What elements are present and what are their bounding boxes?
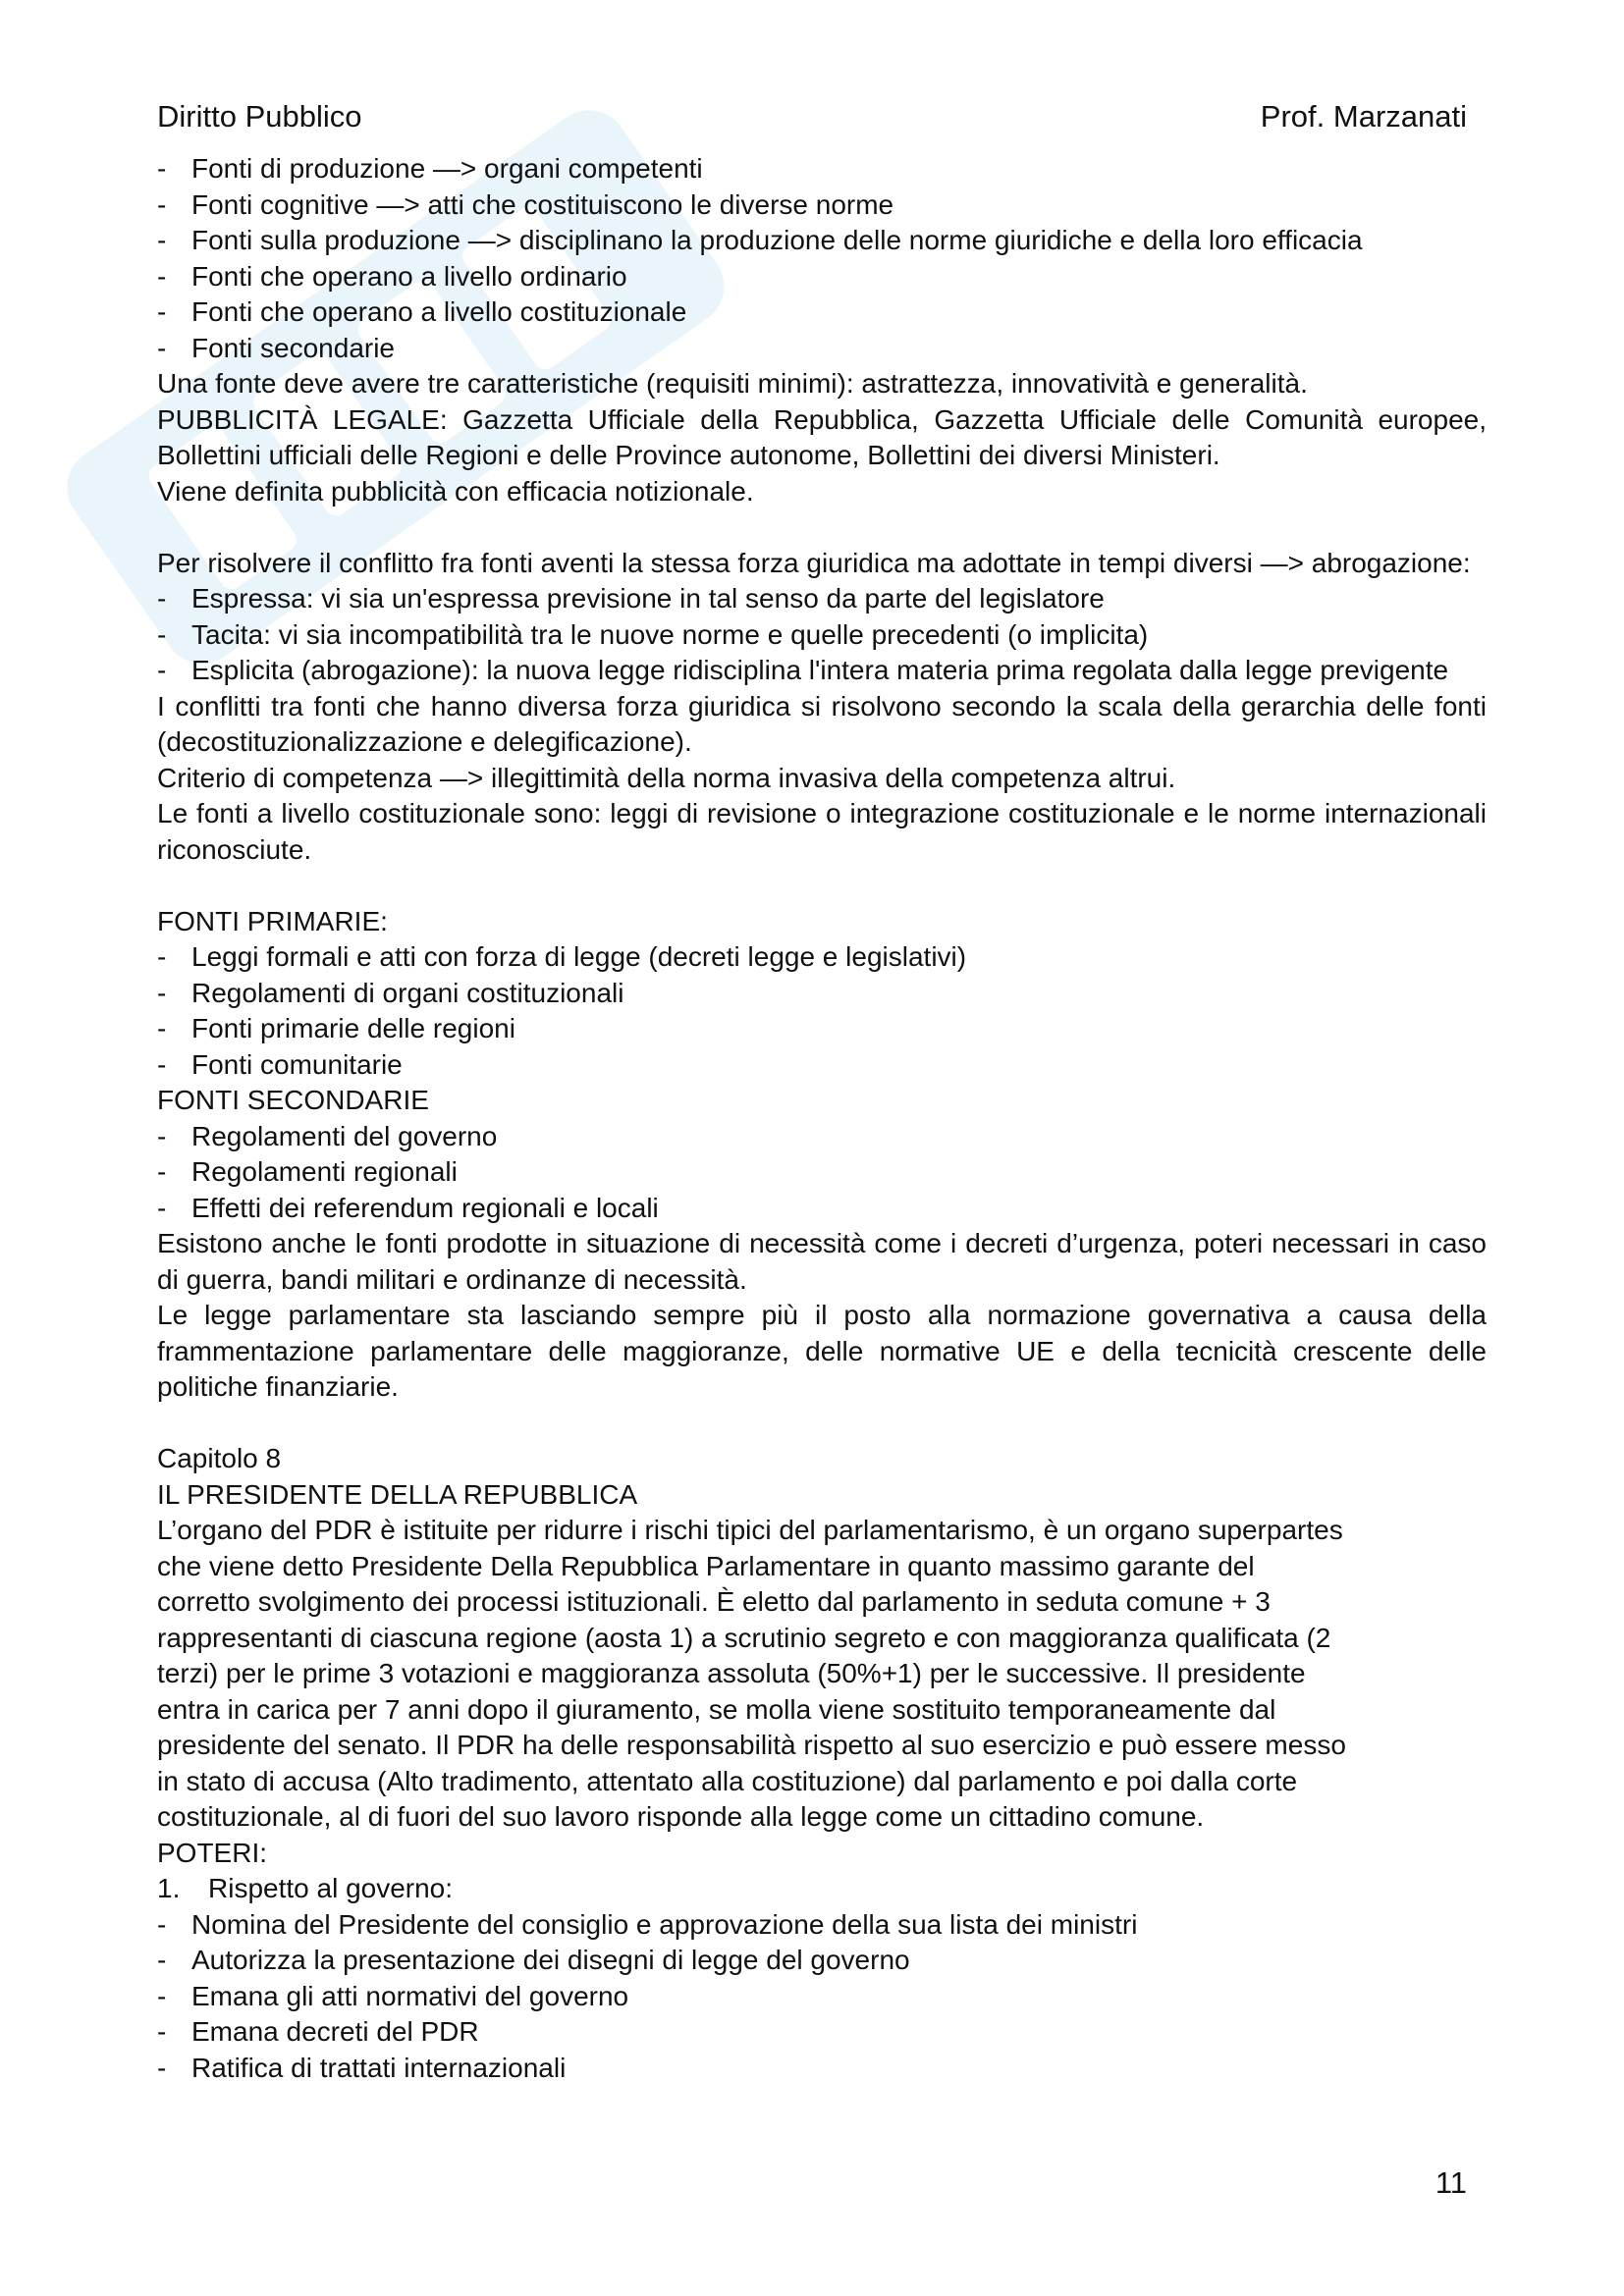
list-item: - Emana decreti del PDR <box>157 2014 1487 2051</box>
list-item: - Emana gli atti normativi del governo <box>157 1979 1487 2015</box>
list-item: - Ratifica di trattati internazionali <box>157 2051 1487 2087</box>
list-item: - Regolamenti del governo <box>157 1119 1487 1155</box>
list-item: - Leggi formali e atti con forza di legge (decreti legge e legislativi) <box>157 939 1487 976</box>
item-text: Rispetto al governo: <box>208 1873 454 1903</box>
paragraph-presidente <box>157 1513 1487 1836</box>
list-item: - Fonti che operano a livello costituzionale <box>157 294 1487 331</box>
text-line: rappresentanti di ciascuna regione (aosta 1) a scrutinio segreto e con maggioranza qualificata (2 <box>157 1622 1331 1653</box>
paragraph-costituzionale: Le fonti a livello costituzionale sono: leggi di revisione o integrazione costituzionale e le norme internazionali riconosciute. <box>157 798 1487 865</box>
text-line: presidente del senato. Il PDR ha delle responsabilità rispetto al suo esercizio e può essere messo <box>157 1730 1346 1760</box>
list-item: - Nomina del Presidente del consiglio e approvazione della sua lista dei ministri <box>157 1907 1487 1944</box>
paragraph-conflitto: Per risolvere il conflitto fra fonti aventi la stessa forza giuridica ma adottate in tempi diversi —> abrogazione: <box>157 547 1471 578</box>
text-line: corretto svolgimento dei processi istituzionali. È eletto dal parlamento in seduta comune + 3 <box>157 1586 1271 1617</box>
paragraph-notizionale: Viene definita pubblicità con efficacia notizionale. <box>157 475 754 507</box>
list-item: - Fonti che operano a livello ordinario <box>157 259 1487 295</box>
fonti-primarie-list <box>157 939 1487 1083</box>
chapter-label: Capitolo 8 <box>157 1443 282 1473</box>
page-number: 11 <box>1435 2165 1467 2200</box>
heading-fonti-primarie: FONTI PRIMARIE: <box>157 905 388 936</box>
paragraph-competenza: Criterio di competenza —> illegittimità della norma invasiva della competenza altrui. <box>157 762 1176 793</box>
text-line: costituzionale, al di fuori del suo lavoro risponde alla legge come un cittadino comune. <box>157 1801 1205 1832</box>
text-line: in stato di accusa (Alto tradimento, attentato alla costituzione) dal parlamento e poi dalla corte <box>157 1765 1298 1796</box>
heading-poteri: POTERI: <box>157 1837 268 1868</box>
page-header <box>157 96 1467 137</box>
text-line: L’organo del PDR è istituite per ridurre i rischi tipici del parlamentarismo, è un organo superpartes <box>157 1515 1343 1545</box>
list-item: - Fonti comunitarie <box>157 1047 1487 1084</box>
page-body <box>157 151 1487 2086</box>
list-item: - Fonti secondarie <box>157 331 1487 367</box>
fonti-secondarie-list <box>157 1119 1487 1227</box>
paragraph-gerarchia: I conflitti tra fonti che hanno diversa forza giuridica si risolvono secondo la scala della gerarchia delle fonti (decostituzionalizzazione e delegificazione). <box>157 690 1487 757</box>
paragraph-pubblicita: PUBBLICITÀ LEGALE: Gazzetta Ufficiale della Repubblica, Gazzetta Ufficiale delle Comunità europee, Bollettini ufficiali delle Regioni e delle Province autonome, Bollettini dei diversi Ministeri. <box>157 403 1487 470</box>
chapter-title: IL PRESIDENTE DELLA REPUBBLICA <box>157 1478 638 1510</box>
list-item: - Fonti sulla produzione —> disciplinano la produzione delle norme giuridiche e della loro efficacia <box>157 223 1487 259</box>
paragraph-requisiti: Una fonte deve avere tre caratteristiche (requisiti minimi): astrattezza, innovatività e generalità. <box>157 368 1308 399</box>
text-line: terzi) per le prime 3 votazioni e maggioranza assoluta (50%+1) per le successive. Il presidente <box>157 1658 1306 1688</box>
list-item: - Fonti cognitive —> atti che costituiscono le diverse norme <box>157 187 1487 224</box>
paragraph-necessita: Esistono anche le fonti prodotte in situazione di necessità come i decreti d’urgenza, poteri necessari in caso di guerra, bandi militari e ordinanze di necessità. <box>157 1228 1487 1295</box>
list-item: - Espressa: vi sia un'espressa previsione in tal senso da parte del legislatore <box>157 581 1487 617</box>
header-professor: Prof. Marzanati <box>1260 99 1467 133</box>
header-course-title: Diritto Pubblico <box>157 99 362 133</box>
abrogazione-list <box>157 581 1487 689</box>
text-line: entra in carica per 7 anni dopo il giuramento, se molla viene sostituito temporaneamente dal <box>157 1693 1276 1725</box>
list-item: - Fonti di produzione —> organi competenti <box>157 151 1487 187</box>
poteri-list <box>157 1907 1487 2087</box>
paragraph-legge-parlamentare: Le legge parlamentare sta lasciando sempre più il posto alla normazione governativa a causa della frammentazione parlamentare delle maggioranze, delle normative UE e della tecnicità crescente delle politiche finanziarie. <box>157 1300 1487 1402</box>
text-line: che viene detto Presidente Della Repubblica Parlamentare in quanto massimo garante del <box>157 1550 1255 1581</box>
heading-fonti-secondarie: FONTI SECONDARIE <box>157 1085 429 1115</box>
list-item: - Regolamenti di organi costituzionali <box>157 976 1487 1012</box>
list-item: - Esplicita (abrogazione): la nuova legge ridisciplina l'intera materia prima regolata dalla legge previgente <box>157 653 1487 689</box>
numbered-item <box>157 1871 1487 1907</box>
item-number: 1. <box>157 1873 181 1903</box>
list-item: - Regolamenti regionali <box>157 1154 1487 1191</box>
list-item: - Autorizza la presentazione dei disegni di legge del governo <box>157 1943 1487 1979</box>
list-item: - Tacita: vi sia incompatibilità tra le nuove norme e quelle precedenti (o implicita) <box>157 617 1487 654</box>
list-item: - Fonti primarie delle regioni <box>157 1011 1487 1047</box>
list-item: - Effetti dei referendum regionali e locali <box>157 1191 1487 1227</box>
fonti-list <box>157 151 1487 366</box>
